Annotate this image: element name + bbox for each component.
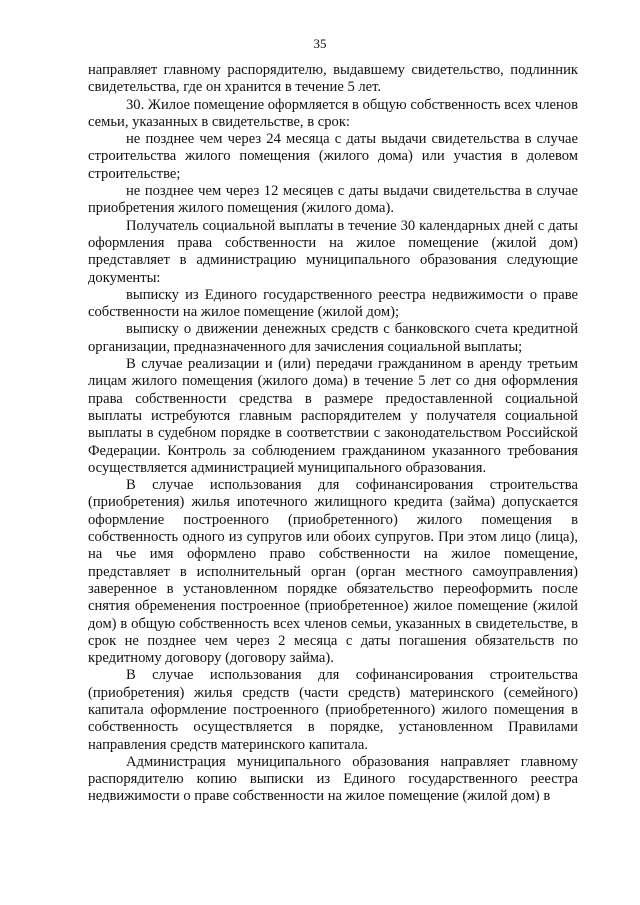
paragraph-recipient-documents: Получатель социальной выплаты в течение 30 календарных дней с даты оформления права собственности на жилое помещение (жилой дом) представляет в администрацию муниципального образования следующие документы:: [88, 217, 578, 286]
paragraph-maternity-capital: В случае использования для софинансирования строительства (приобретения) жилья средств (части средств) материнского (семейного) капитала оформление построенного (приобретенного) жилого помещения в собственность осуществляется в порядке, установленном Правилами направления средств материнского капитала.: [88, 667, 578, 753]
document-body: [88, 62, 578, 806]
paragraph-bank-statement: выписку о движении денежных средств с банковского счета кредитной организации, предназначенного для зачисления социальной выплаты;: [88, 321, 578, 355]
page-number: 35: [313, 36, 327, 51]
paragraph-registry-extract: выписку из Единого государственного реестра недвижимости о праве собственности на жилое помещение (жилой дом);: [88, 286, 578, 321]
paragraph-sale-or-lease: В случае реализации и (или) передачи гражданином в аренду третьим лицам жилого помещения (жилого дома) в течение 5 лет со дня оформления права собственности средства в размере предоставленной социальной выплаты истребуются главным распорядителем у получателя социальной выплаты в судебном порядке в соответствии с законодательством Российской Федерации. Контроль за соблюдением гражданином указанного требования осуществляется администрацией муниципального образования.: [88, 356, 578, 476]
paragraph-term-12-months: не позднее чем через 12 месяцев с даты выдачи свидетельства в случае приобретения жилого помещения (жилого дома).: [88, 183, 578, 217]
paragraph-item-30: 30. Жилое помещение оформляется в общую собственность всех членов семьи, указанных в свидетельстве, в срок:: [88, 96, 578, 130]
paragraph-term-24-months: не позднее чем через 24 месяца с даты выдачи свидетельства в случае строительства жилого помещения (жилого дома) или участия в долевом строительстве;: [88, 131, 578, 182]
paragraph-mortgage-loan: В случае использования для софинансирования строительства (приобретения) жилья ипотечного жилищного кредита (займа) допускается оформление построенного (приобретенного) жилого помещения в собственность одного из супругов или обоих супругов. При этом лицо (лица), на чье имя оформлено право собственности на жилое помещение, представляет в исполнительный орган (орган местного самоуправления) заверенное в установленном порядке обязательство переоформить после снятия обременения построенное (приобретенное) жилое помещение (жилой дом) в общую собственность всех членов семьи, указанных в свидетельстве, в срок не позднее чем через 2 месяца с даты погашения обязательств по кредитному договору (договору займа).: [88, 477, 578, 667]
paragraph-administration-copy: Администрация муниципального образования направляет главному распорядителю копию выписки из Единого государственного реестра недвижимости о праве собственности на жилое помещение (жилой дом) в: [88, 753, 578, 805]
paragraph-continued: направляет главному распорядителю, выдавшему свидетельство, подлинник свидетельства, где он хранится в течение 5 лет.: [88, 62, 578, 96]
